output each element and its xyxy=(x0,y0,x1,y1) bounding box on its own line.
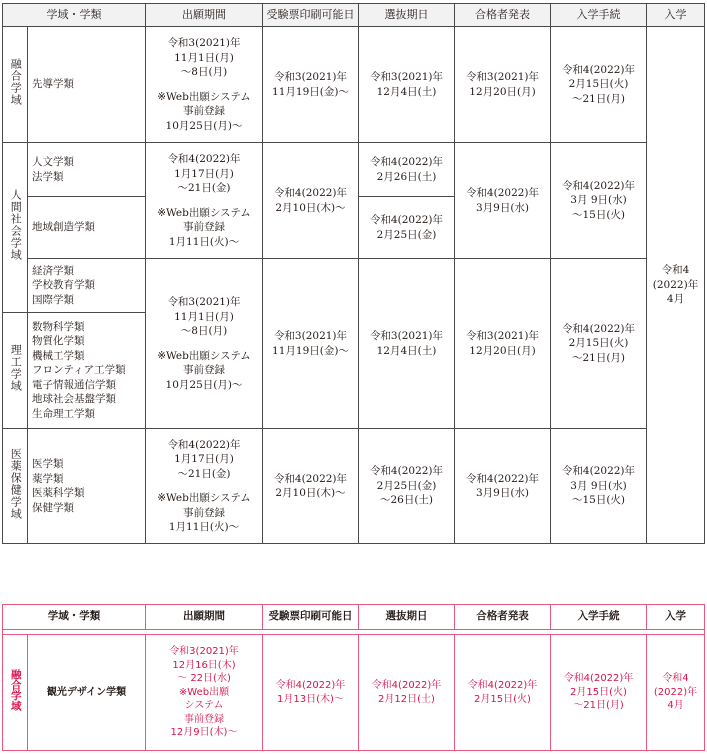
enroll-line: 〜21日(月) xyxy=(571,92,626,105)
header-row xyxy=(3,4,705,27)
note-line: 1月11日(火)〜 xyxy=(168,235,240,248)
exam-line: 2月26日(土) xyxy=(376,170,437,183)
exam-line: 12月4日(土) xyxy=(376,344,437,357)
result-line: 3月9日(水) xyxy=(475,487,530,499)
enroll-line: 3月 9日(水) xyxy=(570,479,627,492)
ticket-line: 2月10日(木)〜 xyxy=(275,487,346,499)
enroll-line: 〜21日(月) xyxy=(571,351,626,364)
program-name: 数物科学類 xyxy=(32,320,85,333)
enroll-cell xyxy=(551,27,647,143)
program-name: 医学類 xyxy=(32,458,64,470)
web-registration-note xyxy=(146,90,262,134)
col-header-ticket: 受験票印刷可能日 xyxy=(263,605,359,630)
enroll-line: 3月 9日(水) xyxy=(570,194,627,207)
exam-line: 2月12日(土) xyxy=(378,693,435,705)
enroll-line: 令和4(2022)年 xyxy=(561,63,636,76)
program-name: 国際学類 xyxy=(32,293,74,306)
col-header-enroll: 入学手続 xyxy=(551,4,647,27)
result-line: 令和4(2022)年 xyxy=(465,472,540,485)
note-line: 10月25日(月)〜 xyxy=(165,119,243,132)
ticket-line: 令和4(2022)年 xyxy=(275,680,346,691)
result-cell xyxy=(455,143,551,259)
col-header-application: 出願期間 xyxy=(146,4,263,27)
enroll-line: 令和4(2022)年 xyxy=(561,322,636,335)
exam-cell xyxy=(359,429,455,544)
ticket-cell xyxy=(263,27,359,143)
application-cell xyxy=(146,429,263,544)
school-cell xyxy=(3,143,28,313)
admission-line: 令和4 xyxy=(661,264,690,277)
application-line: 〜21日(金) xyxy=(177,182,231,194)
program-name: 経済学類 xyxy=(32,264,74,277)
note-line: 10月25日(月)〜 xyxy=(165,378,243,391)
program-name: 保健学類 xyxy=(32,501,74,514)
application-line: 12月16日(木) xyxy=(172,659,236,671)
programs-cell xyxy=(28,143,146,197)
application-line: 〜8日(月) xyxy=(180,66,228,78)
table-row xyxy=(3,143,705,197)
exam-line: 12月4日(土) xyxy=(376,85,437,98)
application-line: 〜21日(金) xyxy=(177,467,231,480)
enroll-cell xyxy=(551,259,647,429)
enroll-cell xyxy=(551,635,647,751)
result-line: 令和3(2021)年 xyxy=(465,71,540,83)
result-line: 令和4(2022)年 xyxy=(467,680,538,691)
admission-cell xyxy=(647,27,705,544)
enroll-line: 令和4(2022)年 xyxy=(563,673,634,685)
col-header-enroll: 入学手続 xyxy=(551,605,647,630)
program-name: 薬学類 xyxy=(32,472,64,485)
program-name: フロンティア工学類 xyxy=(32,364,126,377)
exam-line: 2月25日(金) xyxy=(376,479,437,492)
ticket-cell xyxy=(263,259,359,429)
enroll-line: 令和4(2022)年 xyxy=(561,179,636,192)
program-name: 地域創造学類 xyxy=(32,221,95,234)
school-cell xyxy=(3,313,28,429)
enroll-line: 2月15日(火) xyxy=(568,337,629,350)
application-cell xyxy=(146,635,263,751)
exam-line: 〜26日(土) xyxy=(379,494,434,507)
result-cell xyxy=(455,429,551,544)
exam-line: 令和4(2022)年 xyxy=(369,465,444,478)
ticket-line: 1月13日(木)〜 xyxy=(277,693,344,705)
school-name: 融合学域 xyxy=(9,58,23,107)
result-line: 令和4(2022)年 xyxy=(465,187,540,199)
result-cell xyxy=(455,27,551,143)
enroll-line: 〜15日(火) xyxy=(571,208,626,221)
result-line: 2月15日(火) xyxy=(474,693,531,705)
enroll-line: 2月15日(火) xyxy=(570,686,627,698)
ticket-cell xyxy=(263,143,359,259)
note-line: ※Web出願システム xyxy=(157,90,251,103)
enroll-line: 〜21日(月) xyxy=(573,700,624,712)
note-line: ※Web出願システム xyxy=(157,349,251,362)
note-line: 事前登録 xyxy=(183,221,225,233)
exam-cell xyxy=(359,27,455,143)
table-row xyxy=(3,429,705,544)
exam-line: 令和3(2021)年 xyxy=(369,71,444,83)
program-name: 物質化学類 xyxy=(32,335,85,348)
note-line: 事前登録 xyxy=(183,105,225,117)
school-cell xyxy=(3,429,28,544)
application-line: 11月1日(月) xyxy=(174,310,234,323)
exam-line: 令和4(2022)年 xyxy=(371,680,442,691)
program-name: 学校教育学類 xyxy=(32,279,95,292)
application-cell xyxy=(146,27,263,143)
exam-cell xyxy=(359,143,455,197)
ticket-line: 2月10日(木)〜 xyxy=(275,201,346,214)
ticket-line: 11月19日(金)〜 xyxy=(272,344,349,357)
schedule-table-tourism xyxy=(2,604,705,751)
result-line: 令和3(2021)年 xyxy=(465,330,540,342)
programs-cell xyxy=(28,313,146,429)
application-line: 令和3(2021)年 xyxy=(167,296,241,308)
program-name: 先導学類 xyxy=(32,78,74,91)
application-line: 令和3(2021)年 xyxy=(167,37,241,49)
note-line: 事前登録 xyxy=(183,506,225,519)
col-header-result: 合格者発表 xyxy=(455,4,551,27)
result-cell xyxy=(455,635,551,751)
application-line: 〜8日(月) xyxy=(180,325,228,337)
table-row xyxy=(3,635,705,751)
programs-cell xyxy=(28,27,146,143)
exam-cell xyxy=(359,197,455,259)
ticket-line: 令和3(2021)年 xyxy=(273,330,348,342)
web-registration-note xyxy=(146,491,262,535)
note-line: システム xyxy=(184,700,224,712)
enroll-cell xyxy=(551,143,647,259)
ticket-line: 11月19日(金)〜 xyxy=(272,85,349,98)
school-name: 融合学域 xyxy=(9,669,22,712)
admission-line: (2022)年 xyxy=(652,278,699,291)
ticket-cell xyxy=(263,429,359,544)
col-header-application: 出願期間 xyxy=(146,605,263,630)
admission-line: (2022)年 xyxy=(653,686,698,698)
admission-cell xyxy=(647,635,705,751)
col-header-school: 学域・学類 xyxy=(3,605,146,630)
table-row xyxy=(3,27,705,143)
schedule-table-main xyxy=(2,3,705,544)
admission-line: 4月 xyxy=(667,700,684,712)
header-row xyxy=(3,605,705,630)
web-registration-note xyxy=(146,206,262,250)
col-header-admission: 入学 xyxy=(647,605,705,630)
exam-cell xyxy=(359,259,455,429)
school-cell xyxy=(3,635,28,751)
note-line: ※Web出願システム xyxy=(157,492,251,504)
application-line: 令和3(2021)年 xyxy=(169,646,239,658)
application-line: 1月17日(月) xyxy=(174,167,234,180)
web-registration-note xyxy=(146,349,262,393)
enroll-line: 〜15日(火) xyxy=(571,494,626,507)
school-cell xyxy=(3,27,28,143)
exam-line: 令和4(2022)年 xyxy=(369,214,444,226)
application-line: 令和4(2022)年 xyxy=(167,438,241,451)
table-row xyxy=(3,259,705,313)
enroll-cell xyxy=(551,429,647,544)
program-name: 機械工学類 xyxy=(32,349,85,362)
application-cell xyxy=(146,259,263,429)
application-line: 1月17日(月) xyxy=(174,453,234,465)
result-line: 12月20日(月) xyxy=(469,85,536,98)
school-name: 人間社会学域 xyxy=(9,189,23,262)
school-name: 医薬保健学域 xyxy=(9,447,23,520)
note-line: 事前登録 xyxy=(184,713,224,725)
col-header-exam: 選抜期日 xyxy=(359,605,455,630)
school-name: 理工学域 xyxy=(9,344,23,393)
col-header-ticket: 受験票印刷可能日 xyxy=(263,4,359,27)
programs-cell xyxy=(28,259,146,313)
ticket-line: 令和4(2022)年 xyxy=(273,187,348,199)
note-line: 1月11日(火)〜 xyxy=(168,521,240,533)
col-header-result: 合格者発表 xyxy=(455,605,551,630)
program-name: 観光デザイン学類 xyxy=(28,635,146,751)
result-line: 12月20日(月) xyxy=(469,344,536,357)
program-name: 電子情報通信学類 xyxy=(32,378,116,391)
result-line: 3月9日(水) xyxy=(475,201,530,214)
program-name: 法学類 xyxy=(32,170,64,183)
ticket-line: 令和4(2022)年 xyxy=(273,472,348,485)
col-header-exam: 選抜期日 xyxy=(359,4,455,27)
admission-line: 4月 xyxy=(666,293,685,306)
application-cell xyxy=(146,143,263,259)
program-name: 生命理工学類 xyxy=(32,407,95,420)
enroll-line: 令和4(2022)年 xyxy=(561,465,636,478)
col-header-school: 学域・学類 xyxy=(3,4,146,27)
admission-line: 令和4 xyxy=(662,673,689,685)
program-name: 医薬科学類 xyxy=(32,487,85,499)
enroll-line: 2月15日(火) xyxy=(568,78,629,91)
ticket-line: 令和3(2021)年 xyxy=(273,71,348,83)
note-line: ※Web出願システム xyxy=(157,206,251,219)
application-line: 令和4(2022)年 xyxy=(167,153,241,165)
note-line: ※Web出願 xyxy=(178,686,230,698)
exam-cell xyxy=(359,635,455,751)
note-line: 事前登録 xyxy=(183,364,225,376)
exam-line: 令和3(2021)年 xyxy=(369,330,444,342)
program-name: 人文学類 xyxy=(32,156,74,168)
result-cell xyxy=(455,259,551,429)
ticket-cell xyxy=(263,635,359,751)
application-line: 11月1日(月) xyxy=(174,51,234,64)
programs-cell xyxy=(28,197,146,259)
program-name: 地球社会基盤学類 xyxy=(32,393,116,406)
col-header-admission: 入学 xyxy=(647,4,705,27)
exam-line: 2月25日(金) xyxy=(376,228,437,241)
exam-line: 令和4(2022)年 xyxy=(369,156,444,168)
programs-cell xyxy=(28,429,146,544)
note-line: 12月9日(木)〜 xyxy=(170,727,238,739)
application-line: 〜 22日(水) xyxy=(177,673,231,685)
